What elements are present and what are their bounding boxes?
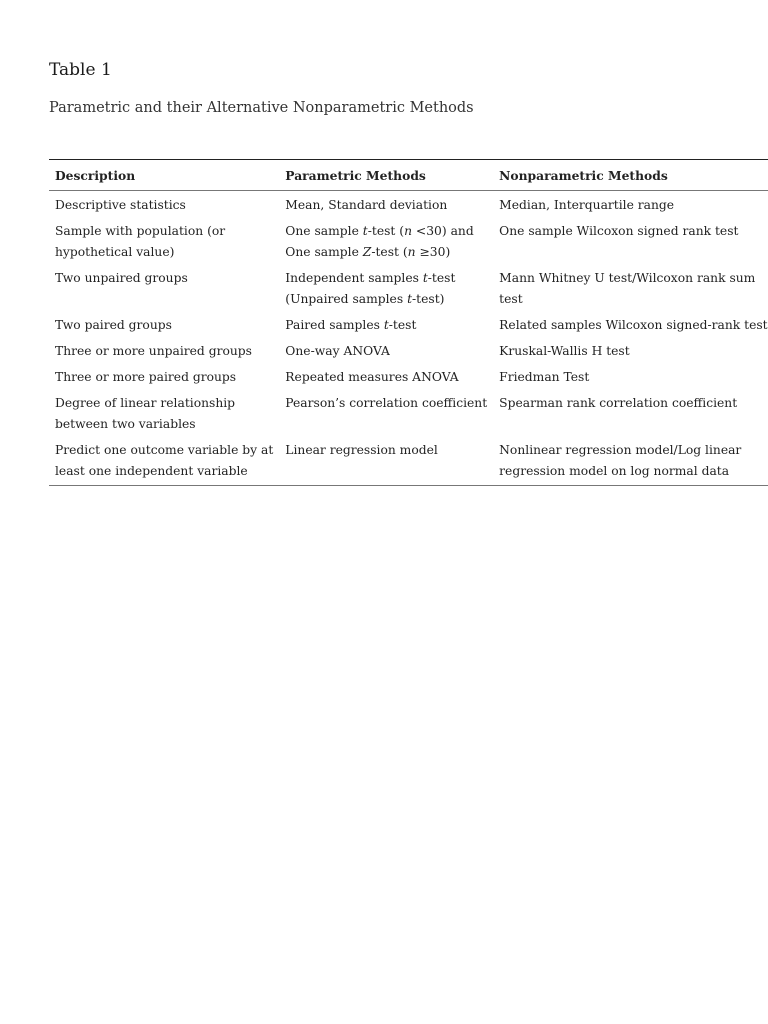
cell-text-line: Predict one outcome variable by at <box>55 443 274 457</box>
header-description: Description <box>49 160 279 191</box>
text-segment: One sample <box>285 224 363 238</box>
cell-nonparametric-method <box>493 365 768 391</box>
cell-text-line: Linear regression model <box>285 443 438 457</box>
cell-description <box>49 339 279 365</box>
cell-nonparametric-method <box>493 339 768 365</box>
cell-text-line: Descriptive statistics <box>55 198 186 212</box>
table-header <box>49 160 768 191</box>
cell-description <box>49 438 279 486</box>
text-segment: -test <box>427 271 456 285</box>
table-row <box>49 339 768 365</box>
cell-nonparametric-method <box>493 266 768 313</box>
cell-text-line: regression model on log normal data <box>499 464 730 478</box>
italic-symbol: n <box>407 245 416 259</box>
cell-text-line: Two unpaired groups <box>55 271 188 285</box>
cell-text-line: Spearman rank correlation coefficient <box>499 396 738 410</box>
cell-text-line: between two variables <box>55 417 196 431</box>
table-caption: Parametric and their Alternative Nonparametric Methods <box>49 100 474 116</box>
text-segment: One sample <box>285 245 363 259</box>
italic-symbol: t <box>407 292 413 306</box>
cell-text-line: One-way ANOVA <box>285 344 390 358</box>
cell-nonparametric-method <box>493 219 768 266</box>
cell-text-line: Degree of linear relationship <box>55 396 236 410</box>
italic-symbol: n <box>404 224 412 238</box>
cell-text-line: One sample Wilcoxon signed rank test <box>499 224 739 238</box>
italic-symbol: t <box>422 271 428 285</box>
table-row <box>49 365 768 391</box>
text-segment: -test) <box>412 292 445 306</box>
cell-text-line: least one independent variable <box>55 464 248 478</box>
cell-text-line: Mann Whitney U test/Wilcoxon rank sum <box>499 271 756 285</box>
cell-text-line: Friedman Test <box>499 370 590 384</box>
cell-text-line: Pearson’s correlation coefficient <box>285 396 488 410</box>
table-row <box>49 391 768 438</box>
cell-parametric-method <box>279 191 493 220</box>
cell-nonparametric-method <box>493 438 768 486</box>
cell-text-line: Mean, Standard deviation <box>285 198 448 212</box>
cell-parametric-method <box>279 365 493 391</box>
cell-text-line: Related samples Wilcoxon signed-rank test <box>499 318 768 332</box>
cell-text-line: Repeated measures ANOVA <box>285 370 459 384</box>
cell-text-line <box>285 289 487 310</box>
cell-nonparametric-method <box>493 313 768 339</box>
cell-description <box>49 219 279 266</box>
cell-text-line: Three or more unpaired groups <box>55 344 252 358</box>
cell-text-line: hypothetical value) <box>55 245 175 259</box>
header-row <box>49 160 768 191</box>
text-segment: <30) and <box>412 224 474 238</box>
text-segment: Independent samples <box>285 271 423 285</box>
cell-description <box>49 365 279 391</box>
text-segment: Paired samples <box>285 318 384 332</box>
cell-text-line <box>285 221 487 242</box>
text-segment: -test ( <box>367 224 405 238</box>
cell-text-line <box>285 315 487 336</box>
cell-nonparametric-method <box>493 191 768 220</box>
text-segment: -test <box>388 318 417 332</box>
table-body <box>49 191 768 486</box>
table-row <box>49 219 768 266</box>
header-nonparametric-methods: Nonparametric Methods <box>493 160 768 191</box>
text-segment: -test ( <box>371 245 408 259</box>
cell-description <box>49 313 279 339</box>
cell-parametric-method <box>279 391 493 438</box>
italic-symbol: t <box>362 224 368 238</box>
cell-nonparametric-method <box>493 391 768 438</box>
cell-text-line <box>285 268 487 289</box>
cell-parametric-method <box>279 313 493 339</box>
text-segment: ≥30) <box>415 245 451 259</box>
cell-text-line: Sample with population (or <box>55 224 226 238</box>
cell-text-line: Three or more paired groups <box>55 370 237 384</box>
methods-comparison-table <box>49 159 768 486</box>
cell-parametric-method <box>279 219 493 266</box>
cell-text-line: Two paired groups <box>55 318 172 332</box>
cell-description <box>49 191 279 220</box>
cell-parametric-method <box>279 339 493 365</box>
table-label: Table 1 <box>49 60 112 80</box>
cell-text-line: Median, Interquartile range <box>499 198 675 212</box>
cell-text-line <box>285 242 487 263</box>
italic-symbol: t <box>383 318 389 332</box>
cell-text-line: Kruskal-Wallis H test <box>499 344 630 358</box>
cell-description <box>49 391 279 438</box>
table-row <box>49 266 768 313</box>
cell-parametric-method <box>279 438 493 486</box>
table-row <box>49 191 768 220</box>
table-row <box>49 313 768 339</box>
cell-text-line: Nonlinear regression model/Log linear <box>499 443 742 457</box>
table-row <box>49 438 768 486</box>
cell-text-line: test <box>499 292 523 306</box>
cell-description <box>49 266 279 313</box>
italic-symbol: Z <box>362 245 372 259</box>
header-parametric-methods: Parametric Methods <box>279 160 493 191</box>
text-segment: (Unpaired samples <box>285 292 408 306</box>
cell-parametric-method <box>279 266 493 313</box>
